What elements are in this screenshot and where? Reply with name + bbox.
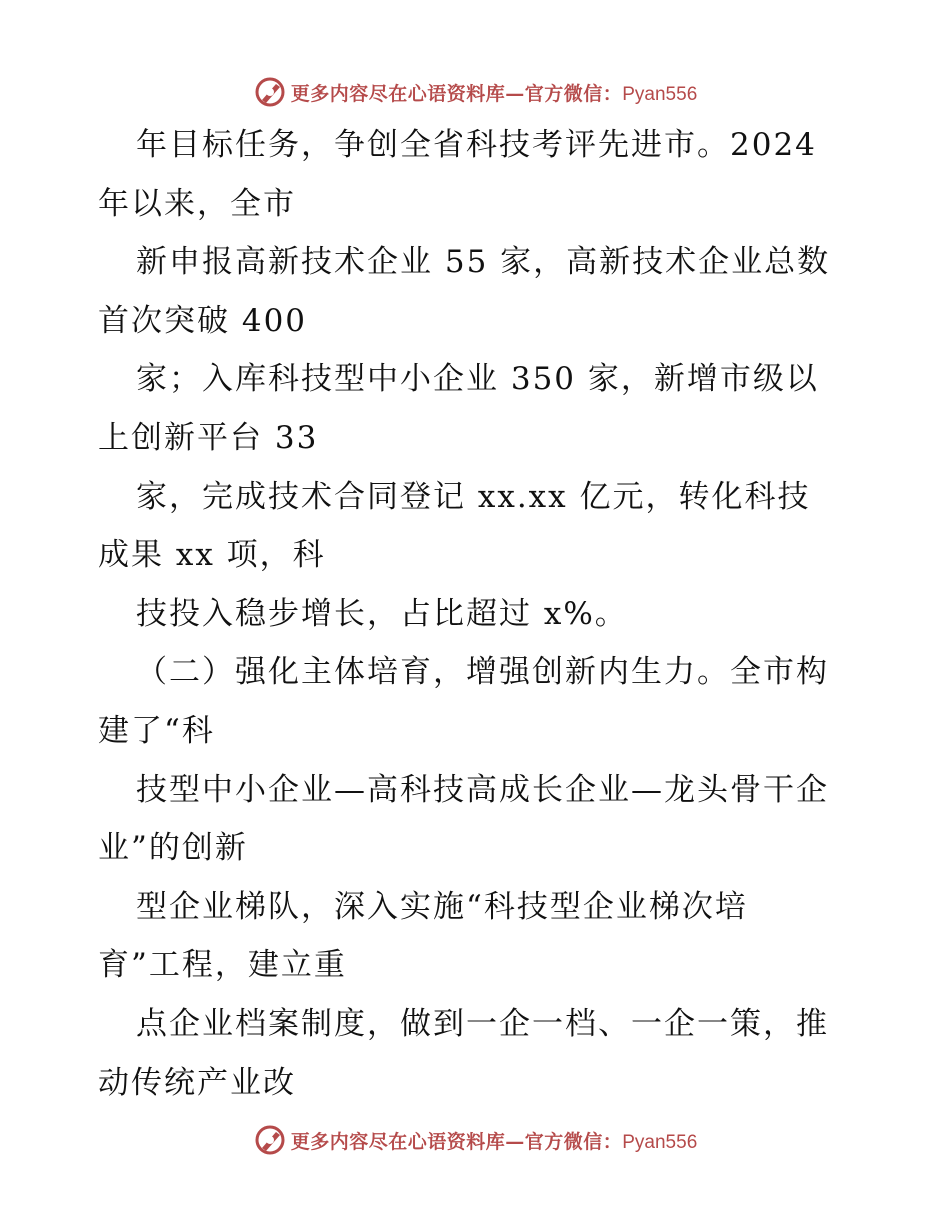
text-line: 年以来，全市 [98, 185, 296, 222]
text-line: 点企业档案制度，做到一企一档、一企一策，推 [136, 1005, 829, 1042]
text-line: 家；入库科技型中小企业 350 家，新增市级以 [136, 361, 819, 398]
text-line: 业”的创新 [98, 830, 248, 867]
pen-circle-logo-icon [253, 1123, 287, 1157]
text-line: 家，完成技术合同登记 xx.xx 亿元，转化科技 [136, 478, 811, 515]
pen-circle-logo-icon [253, 75, 287, 109]
text-line: 技型中小企业—高科技高成长企业—龙头骨干企 [136, 771, 829, 808]
text-line: （二）强化主体培育，增强创新内生力。全市构 [136, 654, 829, 691]
document-body [98, 116, 898, 1112]
text-line: 建了“科 [98, 712, 215, 749]
text-line: 育”工程，建立重 [98, 947, 347, 984]
text-line: 新申报高新技术企业 55 家，高新技术企业总数 [136, 244, 831, 281]
text-line: 上创新平台 33 [98, 419, 319, 456]
footer-watermark [0, 1120, 950, 1160]
watermark-text: 更多内容尽在心语资料库—官方微信：Pyan556 [290, 82, 698, 105]
text-line: 型企业梯队，深入实施“科技型企业梯次培 [136, 888, 748, 925]
text-line: 成果 xx 项，科 [98, 537, 326, 574]
text-line: 动传统产业改 [98, 1064, 296, 1101]
watermark-wechat-id: Pyan556 [622, 83, 698, 105]
header-watermark [0, 72, 950, 112]
text-line: 技投入稳步增长，占比超过 x%。 [136, 595, 628, 632]
watermark-text: 更多内容尽在心语资料库—官方微信：Pyan556 [290, 1130, 698, 1153]
watermark-wechat-id: Pyan556 [622, 1131, 698, 1153]
text-line: 年目标任务，争创全省科技考评先进市。2024 [136, 127, 817, 163]
text-line: 首次突破 400 [98, 302, 308, 339]
